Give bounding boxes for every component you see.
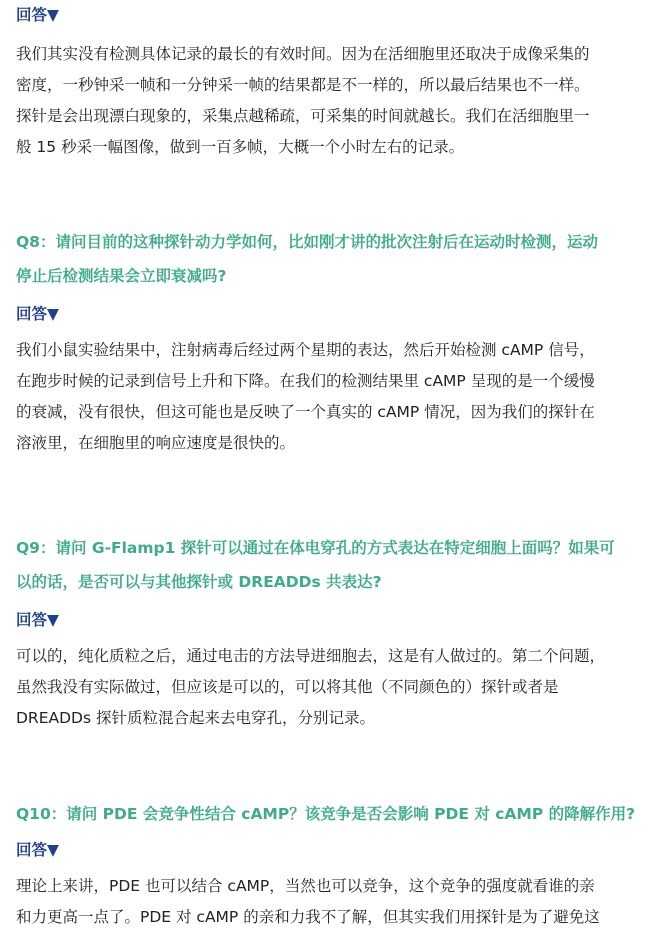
- answer-line: 可以的，纯化质粒之后，通过电击的方法导进细胞去，这是有人做过的。第二个问题，: [16, 647, 606, 665]
- question-line: Q8：请问目前的这种探针动力学如何，比如刚才讲的批次注射后在运动时检测，运动: [16, 233, 598, 251]
- question-text: [16, 225, 658, 293]
- answer-line: 溶液里，在细胞里的响应速度是很快的。: [16, 434, 296, 452]
- question-text: [16, 531, 658, 599]
- qa-block-q8: [16, 225, 658, 459]
- answer-text: [16, 335, 658, 459]
- answer-line: 和力更高一点了。PDE 对 cAMP 的亲和力我不了解，但其实我们用探针是为了避免这: [16, 908, 600, 926]
- question-line: 以的话，是否可以与其他探针或 DREADDs 共表达?: [16, 573, 382, 591]
- answer-label: 回答▼: [16, 841, 59, 859]
- answer-line: 密度，一秒钟采一帧和一分钟采一帧的结果都是不一样的，所以最后结果也不一样。: [16, 76, 590, 94]
- answer-line: 理论上来讲，PDE 也可以结合 cAMP，当然也可以竞争，这个竞争的强度就看谁的亲: [16, 877, 595, 895]
- answer-line: 虽然我没有实际做过，但应该是可以的，可以将其他（不同颜色的）探针或者是: [16, 678, 559, 696]
- answer-text: [16, 641, 658, 734]
- answer-line: 的衰减，没有很快，但这可能也是反映了一个真实的 cAMP 情况，因为我们的探针在: [16, 403, 595, 421]
- qa-block-q10: [16, 797, 658, 933]
- question-line: 停止后检测结果会立即衰减吗?: [16, 267, 227, 285]
- answer-line: DREADDs 探针质粒混合起来去电穿孔，分别记录。: [16, 709, 375, 727]
- question-text: [16, 797, 658, 831]
- answer-label: 回答▼: [16, 611, 59, 629]
- qa-block-1: [16, 4, 658, 163]
- answer-label: 回答▼: [16, 305, 59, 323]
- answer-line: 我们其实没有检测具体记录的最长的有效时间。因为在活细胞里还取决于成像采集的: [16, 45, 590, 63]
- question-line: Q9：请问 G-Flamp1 探针可以通过在体电穿孔的方式表达在特定细胞上面吗？如果可: [16, 539, 615, 557]
- question-line: Q10：请问 PDE 会竞争性结合 cAMP？该竞争是否会影响 PDE 对 cAMP 的降解作用?: [16, 805, 636, 823]
- answer-label: 回答▼: [16, 6, 59, 24]
- answer-line: 探针是会出现漂白现象的，采集点越稀疏，可采集的时间就越长。我们在活细胞里一: [16, 107, 590, 125]
- answer-line: 在跑步时候的记录到信号上升和下降。在我们的检测结果里 cAMP 呈现的是一个缓慢: [16, 372, 595, 390]
- qa-block-q9: [16, 531, 658, 734]
- answer-text: [16, 39, 658, 163]
- answer-text: [16, 871, 658, 933]
- answer-line: 般 15 秒采一幅图像，做到一百多帧，大概一个小时左右的记录。: [16, 138, 465, 156]
- answer-line: 我们小鼠实验结果中，注射病毒后经过两个星期的表达，然后开始检测 cAMP 信号，: [16, 341, 595, 359]
